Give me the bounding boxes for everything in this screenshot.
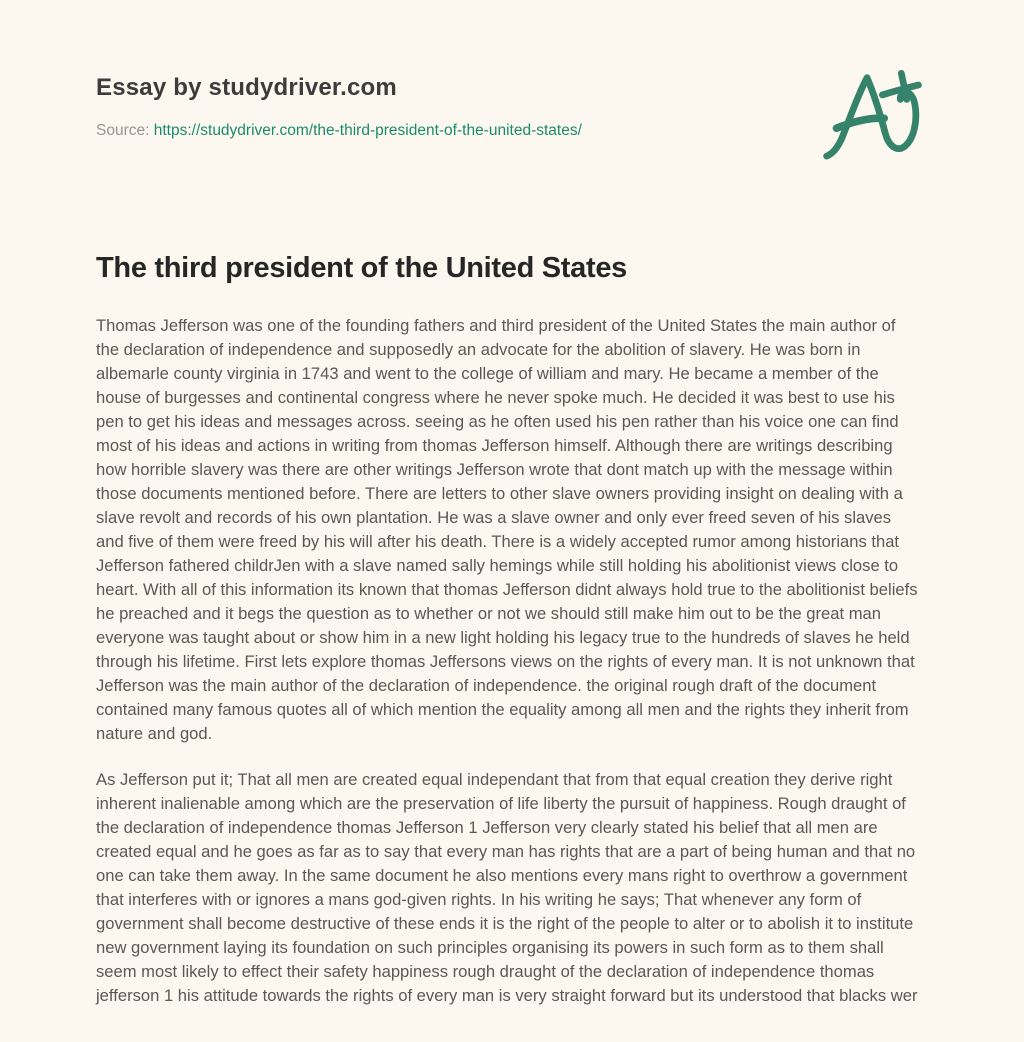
paragraph-1: Thomas Jefferson was one of the founding fathers and third president of the United States the main author of the declaration of independence and supposedly an advocate for the abolition of slavery. He was born in albemarle county virginia in 1743 and went to the college of william and mary. He became a member of the house of burgesses and continental congress where he never spoke much. He decided it was best to use his pen to get his ideas and messages across. seeing as he often used his pen rather than his voice one can find most of his ideas and actions in writing from thomas Jefferson himself. Although there are writings describing how horrible slavery was there are other writings Jefferson wrote that dont match up with the message within those documents mentioned before. There are letters to other slave owners providing insight on dealing with a slave revolt and records of his own plantation. He was a slave owner and only ever freed seven of his slaves and five of them were freed by his will after his death. There is a widely accepted rumor among historians that Jefferson fathered childrJen with a slave named sally hemings while still holding his abolitionist views close to heart. With all of this information its known that thomas Jefferson didnt always hold true to the abolitionist beliefs he preached and it begs the question as to whether or not we should still make him out to be the great man everyone was taught about or show him in a new light holding his legacy true to the hundreds of slaves he held through his lifetime. First lets explore thomas Jeffersons views on the rights of every man. It is not unknown that Jefferson was the main author of the declaration of independence. the original rough draft of the document contained many famous quotes all of which mention the equality among all men and the rights they inherit from nature and god. (96, 316, 918, 743)
source-row (96, 122, 582, 140)
source-link[interactable]: https://studydriver.com/the-third-president-of-the-united-states/ (153, 122, 582, 139)
source-label: Source: (96, 122, 150, 139)
article-title: The third president of the United States (96, 252, 627, 284)
article-body (96, 314, 922, 1030)
paragraph-2: As Jefferson put it; That all men are created equal independant that from that equal creation they derive right inherent inalienable among which are the preservation of life liberty the pursuit of happiness. Rough draught of the declaration of independence thomas Jefferson 1 Jefferson very clearly stated his belief that all men are created equal and he goes as far as to say that every man has rights that are a part of being human and that no one can take them away. In the same document he also mentions every mans right to overthrow a government that interferes with or ignores a mans god-given rights. In his writing he says; That whenever any form of government shall become destructive of these ends it is the right of the people to alter or to abolish it to institute new government laying its foundation on such principles organising its powers in such form as to them shall seem most likely to effect their safety happiness rough draught of the declaration of independence thomas jefferson 1 his attitude towards the rights of every man is very straight forward but its understood that blacks wer (96, 770, 918, 1005)
essay-header-title: Essay by studydriver.com (96, 74, 397, 101)
a-plus-logo-icon (814, 62, 940, 162)
